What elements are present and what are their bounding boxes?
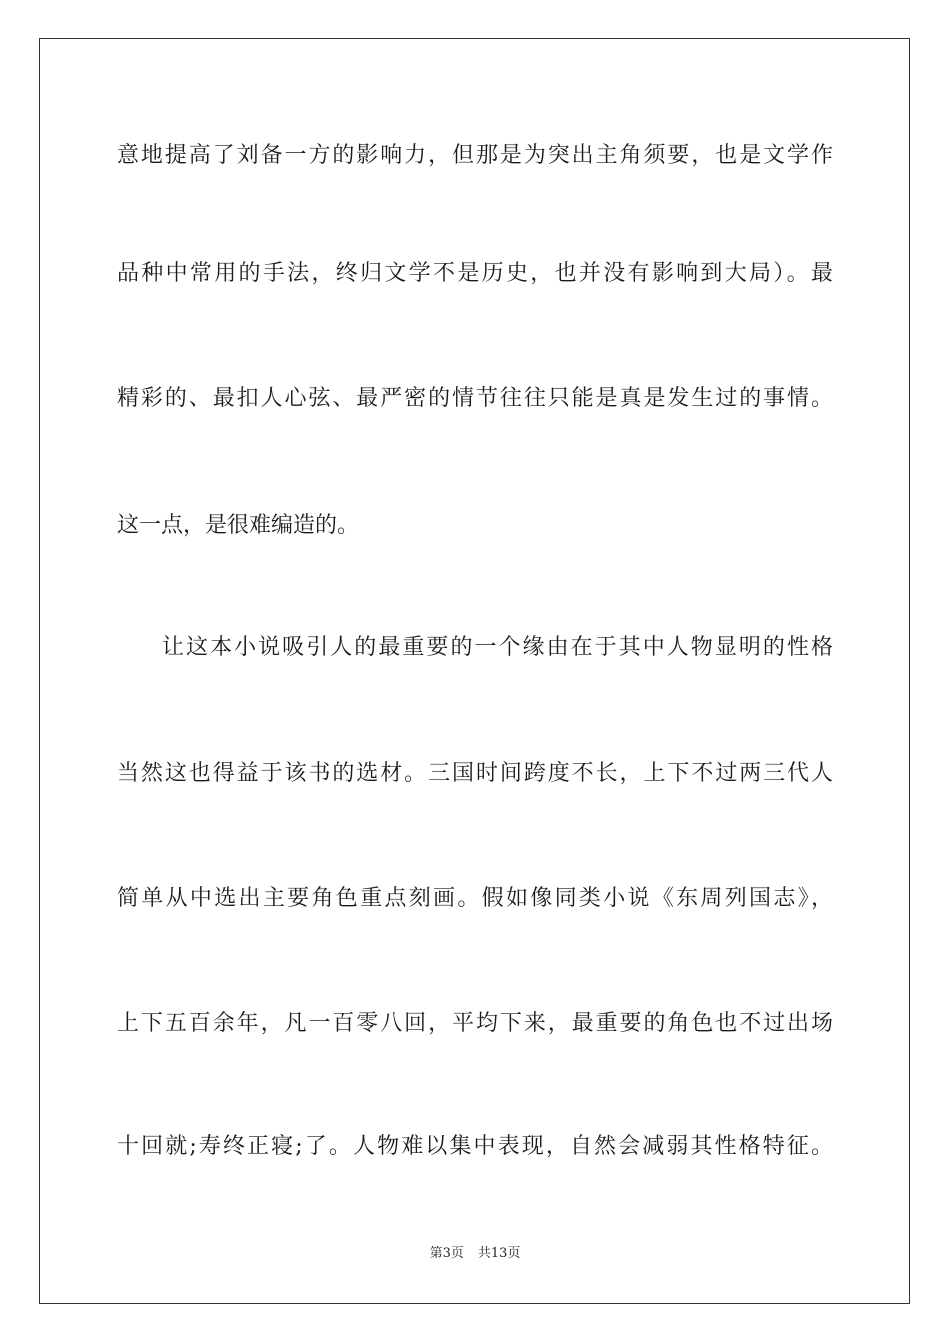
body-text-line: 这一点，是很难编造的。 (117, 513, 360, 538)
page-number: 第3页 (429, 1246, 464, 1261)
page-total: 共13页 (477, 1246, 521, 1261)
body-text-line: 当然这也得益于该书的选材。三国时间跨度不长，上下不过两三代人 (117, 761, 833, 786)
paragraph-first-line: 让这本小说吸引人的最重要的一个缘由在于其中人物显明的性格 (162, 635, 833, 660)
body-text-line: 上下五百余年，凡一百零八回，平均下来，最重要的角色也不过出场 (117, 1011, 833, 1036)
page-border (39, 38, 910, 1304)
body-text-line: 十回就;寿终正寝;了。人物难以集中表现，自然会减弱其性格特征。 (117, 1134, 833, 1159)
body-text-line: 意地提高了刘备一方的影响力，但那是为突出主角须要，也是文学作 (117, 143, 833, 168)
page-footer (0, 1245, 950, 1263)
body-text-line: 精彩的、最扣人心弦、最严密的情节往往只能是真是发生过的事情。 (117, 386, 833, 411)
body-text-line: 品种中常用的手法，终归文学不是历史，也并没有影响到大局）。最 (117, 261, 833, 286)
body-text-line: 简单从中选出主要角色重点刻画。假如像同类小说《东周列国志》， (117, 886, 833, 911)
